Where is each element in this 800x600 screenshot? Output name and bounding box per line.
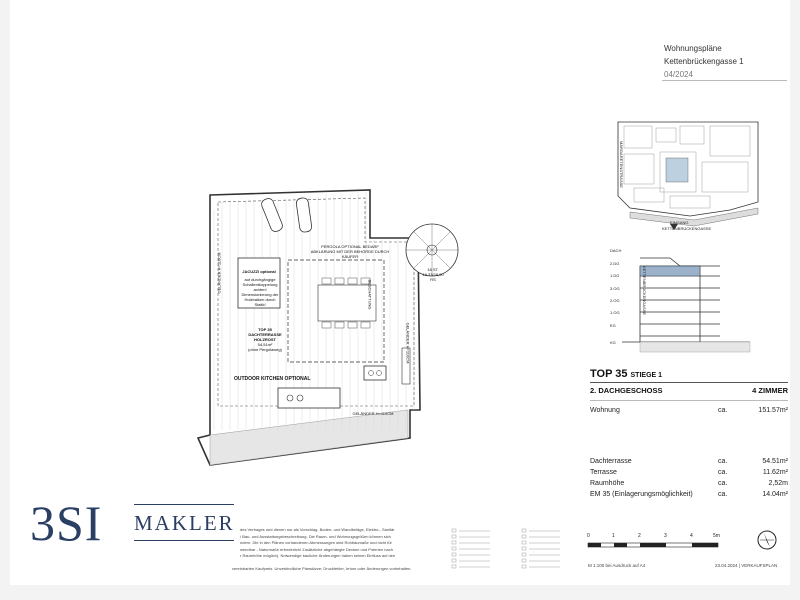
disclaimer-line: vereinbarten Kaufpreis. Unverbindliche Planskizze; Druckfehler, Irrtum oder Änderungen vorbehalten.: [232, 566, 412, 571]
terrace-label: DACHTERRASSE: [248, 332, 282, 337]
shading-note: BESCHATTUNG: [367, 279, 373, 310]
terrace-area-label: 54.51m²: [257, 342, 273, 347]
stair-sub: RS: [430, 277, 436, 282]
scale-tick: 0: [587, 533, 590, 539]
area-ca: ca.: [718, 480, 728, 487]
disclaimer-line: des Vertrages und dienen nur als Vorschlag. Boden- und Wandbeläge, Elektro-, Sanitär: [240, 527, 395, 532]
footer-date-type: 23.04.2024 | VERKAUFSPLAN: [715, 563, 778, 568]
area-ca: ca.: [718, 458, 728, 465]
area-value: 11.62m²: [762, 469, 788, 476]
header: [664, 42, 744, 81]
logo-rule-bottom: [134, 540, 234, 541]
floor-label-dach: DACH: [610, 248, 622, 253]
floor-plan: [170, 180, 470, 480]
scale-tick: 1: [612, 533, 615, 539]
terrace-area-note: (ohne Pergolaweg): [248, 347, 282, 352]
print-scale-note: M 1:100 bei Ausdruck auf A4: [588, 563, 646, 568]
railing-right-label: GELÄNDER H=110CM: [405, 322, 411, 364]
unit-top: TOP 35: [590, 368, 628, 380]
outdoor-kitchen-label: OUTDOOR KITCHEN OPTIONAL: [234, 376, 311, 382]
area-value: 2,52m: [768, 480, 788, 487]
symbol-legend: [450, 527, 575, 572]
area-row-em: [590, 491, 788, 502]
area-value: 14.04m²: [762, 491, 788, 498]
floor-label-3og: 3.OG: [610, 286, 620, 291]
area-label: Terrasse: [590, 469, 617, 476]
disclaimer-line: wendbar - Naturmaße erforderlich! Zusätzliche abgehängte Decken und Poterien nach: [240, 546, 393, 552]
area-label: Dachterrasse: [590, 458, 632, 465]
area-label: Wohnung: [590, 407, 620, 414]
footer-plan-type: VERKAUFSPLAN: [741, 563, 778, 568]
jacuzzi-note: auf durchgängige Schallentkoppelung achten! Dimensionierung der Holzbalken durch Statik!: [241, 277, 279, 307]
symbol-legend-drawing: [450, 527, 575, 572]
plan-sheet: [10, 0, 790, 585]
disclaimer: [240, 527, 450, 560]
scale-bar: [587, 533, 737, 553]
area-row-raumhoehe: [590, 480, 788, 491]
section-street-label: KETTENBRÜCKENGASSE: [642, 265, 648, 316]
unit-rooms: 4 ZIMMER: [752, 386, 788, 395]
area-ca: ca.: [718, 491, 728, 498]
section-keyplan-drawing: [610, 248, 770, 358]
scale-bar-drawing: [587, 541, 727, 551]
header-date: 04/2024: [664, 70, 693, 79]
keyplan-street-side: MARGARETENSTRASSE: [618, 141, 624, 188]
area-value: 151.57m²: [758, 407, 788, 414]
railing-bottom-label: GELÄNDER H=110CM: [352, 411, 394, 416]
keyplan-entrance: EINGANG: [670, 220, 689, 225]
area-ca: ca.: [718, 469, 728, 476]
area-label: EM 35 (Einlagerungsmöglichkeit): [590, 491, 693, 498]
floor-label-1og: 1.OG: [610, 310, 620, 315]
scale-tick: 2: [638, 533, 641, 539]
scale-tick: 4: [690, 533, 693, 539]
scale-tick: 3: [664, 533, 667, 539]
decking-label: HOLZROST: [254, 337, 276, 342]
unit-floor: 2. DACHGESCHOSS: [590, 386, 663, 395]
unit-divider: [590, 382, 788, 383]
unit-floor-row: [590, 386, 788, 398]
area-row-terrasse: [590, 469, 788, 480]
brand-logo: [30, 495, 235, 555]
header-title: Wohnungspläne: [664, 44, 722, 53]
top-label: TOP 35: [258, 327, 272, 332]
area-label: Raumhöhe: [590, 480, 625, 487]
header-address: Kettenbrückengasse 1: [664, 57, 744, 66]
unit-title: [590, 368, 788, 380]
keyplan-street-bottom: KETTENBRÜCKENGASSE: [662, 226, 712, 231]
disclaimer-line: ndern. Die in den Plänen vorhandenen Abmessungen sind Rohbaumaße und nicht für: [240, 540, 392, 545]
unit-info: [590, 368, 788, 502]
jacuzzi-title: JACUZZI optional: [242, 269, 276, 274]
site-keyplan-drawing: [610, 118, 770, 243]
unit-stair: STIEGE 1: [630, 372, 663, 379]
logo-mark: 3SI: [30, 495, 103, 551]
floor-label-kg: KG: [610, 340, 616, 345]
section-keyplan: [610, 248, 770, 358]
area-row-dachterrasse: [590, 458, 788, 469]
area-row-wohnung: [590, 407, 788, 418]
railing-left-label: GELÄNDER H=110CM: [216, 252, 222, 294]
disclaimer-line: r Raumhöhe möglich). Notwendige bauliche Änderungen haben keinen Einfluss auf den: [240, 553, 396, 558]
floor-label-eg: EG: [610, 323, 616, 328]
logo-rule-top: [134, 504, 234, 505]
site-keyplan: [610, 118, 770, 243]
disclaimer-footer: [232, 566, 472, 573]
unit-divider-2: [590, 400, 788, 401]
floor-label-2dg: 2.DG: [610, 261, 620, 266]
north-arrow-icon: [755, 528, 779, 552]
area-ca: ca.: [718, 407, 728, 414]
pergola-note: PERGOLA OPTIONAL BEDARF ABKLÄRUNG MIT DER BEHÖRDE DURCH KÄUFER: [310, 244, 390, 259]
footer-date: 23.04.2024: [715, 563, 738, 568]
floor-plan-drawing: [170, 180, 470, 480]
header-divider: [662, 80, 787, 81]
floor-label-2og: 2.OG: [610, 298, 620, 303]
area-value: 54.51m²: [762, 458, 788, 465]
scale-tick: 5m: [713, 533, 720, 539]
stair-dims: 18,33/28,00: [422, 272, 444, 277]
disclaimer-line: / Bau- und Ausstattungsbeschreibung. Die Raum- und Wohnungsgrößen können sich: [240, 533, 391, 539]
stair-count: 18 ST.: [427, 267, 439, 272]
floor-label-1dg: 1.DG: [610, 273, 620, 278]
logo-word: MAKLER: [134, 511, 235, 535]
